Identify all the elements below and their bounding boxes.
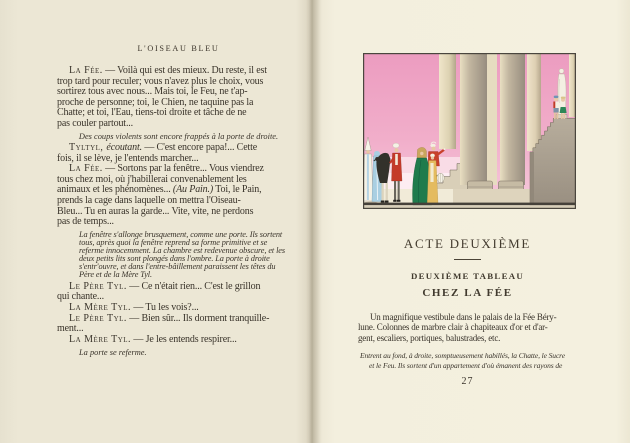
scene-description: Un magnifique vestibule dans le palais de la Fée Béry- lune. Colonnes de marbre clair à chapiteaux d'or et d'ar- gent, escaliers, portiques, balustrades, etc.: [358, 312, 557, 343]
dialogue-text: — Tu les vois?...: [131, 302, 199, 314]
speaker-name: La Mère Tyl.: [69, 302, 132, 314]
speaker-name: La Mère Tyl.: [69, 333, 132, 345]
dialogue-text: — Voilà qui est des mieux. Du reste, il est trop tard pour reculer; vous n'avez plus le choix, vous sortirez tous avec nous... Mais toi, le Feu, ne t'ap- proche de personne; toi, le Chien, ne taquine pas la Chatte; et toi, l'Eau, tiens-toi droite et tâche de ne pas couler partout...: [57, 65, 267, 129]
speaker-name: Le Père Tyl.: [69, 280, 127, 292]
page-number: 27: [461, 376, 474, 387]
running-head: L'OISEAU BLEU: [137, 44, 220, 53]
speaker-name: Le Père Tyl.: [69, 312, 127, 324]
dialogue-la-fee-2: [57, 164, 300, 228]
dialogue-mere-tyl-2: [57, 335, 300, 346]
speaker-stage-note: écoutant.: [106, 142, 142, 154]
dialogue-pere-tyl-2: [57, 314, 300, 335]
book-illustration: [363, 53, 576, 209]
act-title: ACTE DEUXIÈME: [403, 236, 532, 251]
inline-stage-note: (Au Pain.): [172, 184, 214, 196]
speaker-name: La Fée.: [69, 163, 103, 175]
title-rule: [454, 259, 481, 260]
scene-title: CHEZ LA FÉE: [422, 287, 513, 299]
speaker-name: La Fée.: [69, 65, 103, 76]
dialogue-pere-tyl-1: [57, 282, 300, 303]
speaker-name: Tyltyl,: [69, 142, 107, 154]
dialogue-text: — Ce n'était rien... C'est le grillon qui chante...: [57, 280, 261, 303]
fairy-palace-illustration: [363, 53, 576, 209]
stage-direction-window: La fenêtre s'allonge brusquement, comme une porte. Ils sortent tous, après quoi la fenêtre reprend sa forme primitive et se referme innocemment. La chambre est redevenue obscure, et les deux petits lits sont plongés dans l'ombre. La porte à droite s'entr'ouvre, et dans l'entre-bâillement paraissent les têtes du Père et de la Mère Tyl.: [79, 229, 286, 280]
tableau-title: DEUXIÈME TABLEAU: [410, 271, 525, 281]
dialogue-tyltyl: [57, 143, 300, 164]
dialogue-text: — Sortons par la fenêtre... Vous viendrez tous chez moi, où j'habillerai convenablement les animaux et les phénomènes...: [57, 163, 264, 196]
dialogue-la-fee-1: [57, 66, 300, 130]
dialogue-text: — Je les entends respirer...: [131, 333, 237, 345]
stage-direction-door: La porte se referme.: [79, 348, 147, 358]
foreground-columns: [460, 53, 525, 202]
stage-direction-entrance: Entrent au fond, à droite, somptueusement habillés, la Chatte, le Sucre et le Feu. Ils sortent d'un appartement d'où émanent des rayons de: [360, 351, 565, 370]
dialogue-text: — Bien sûr... Ils dorment tranquille- ment...: [57, 312, 270, 335]
left-page: [57, 44, 300, 357]
dialogue-text: Toi, le Pain, prends la cage dans laquelle on mettra l'Oiseau- Bleu... Tu en auras la garde... Vite, vite, ne perdons pas de temps...: [57, 184, 262, 228]
stage-direction-knocks: Des coups violents sont encore frappés à la porte de droite.: [78, 132, 279, 142]
dialogue-text: — C'est encore papa!... Cette fois, il se lève, je l'entends marcher...: [57, 142, 258, 164]
